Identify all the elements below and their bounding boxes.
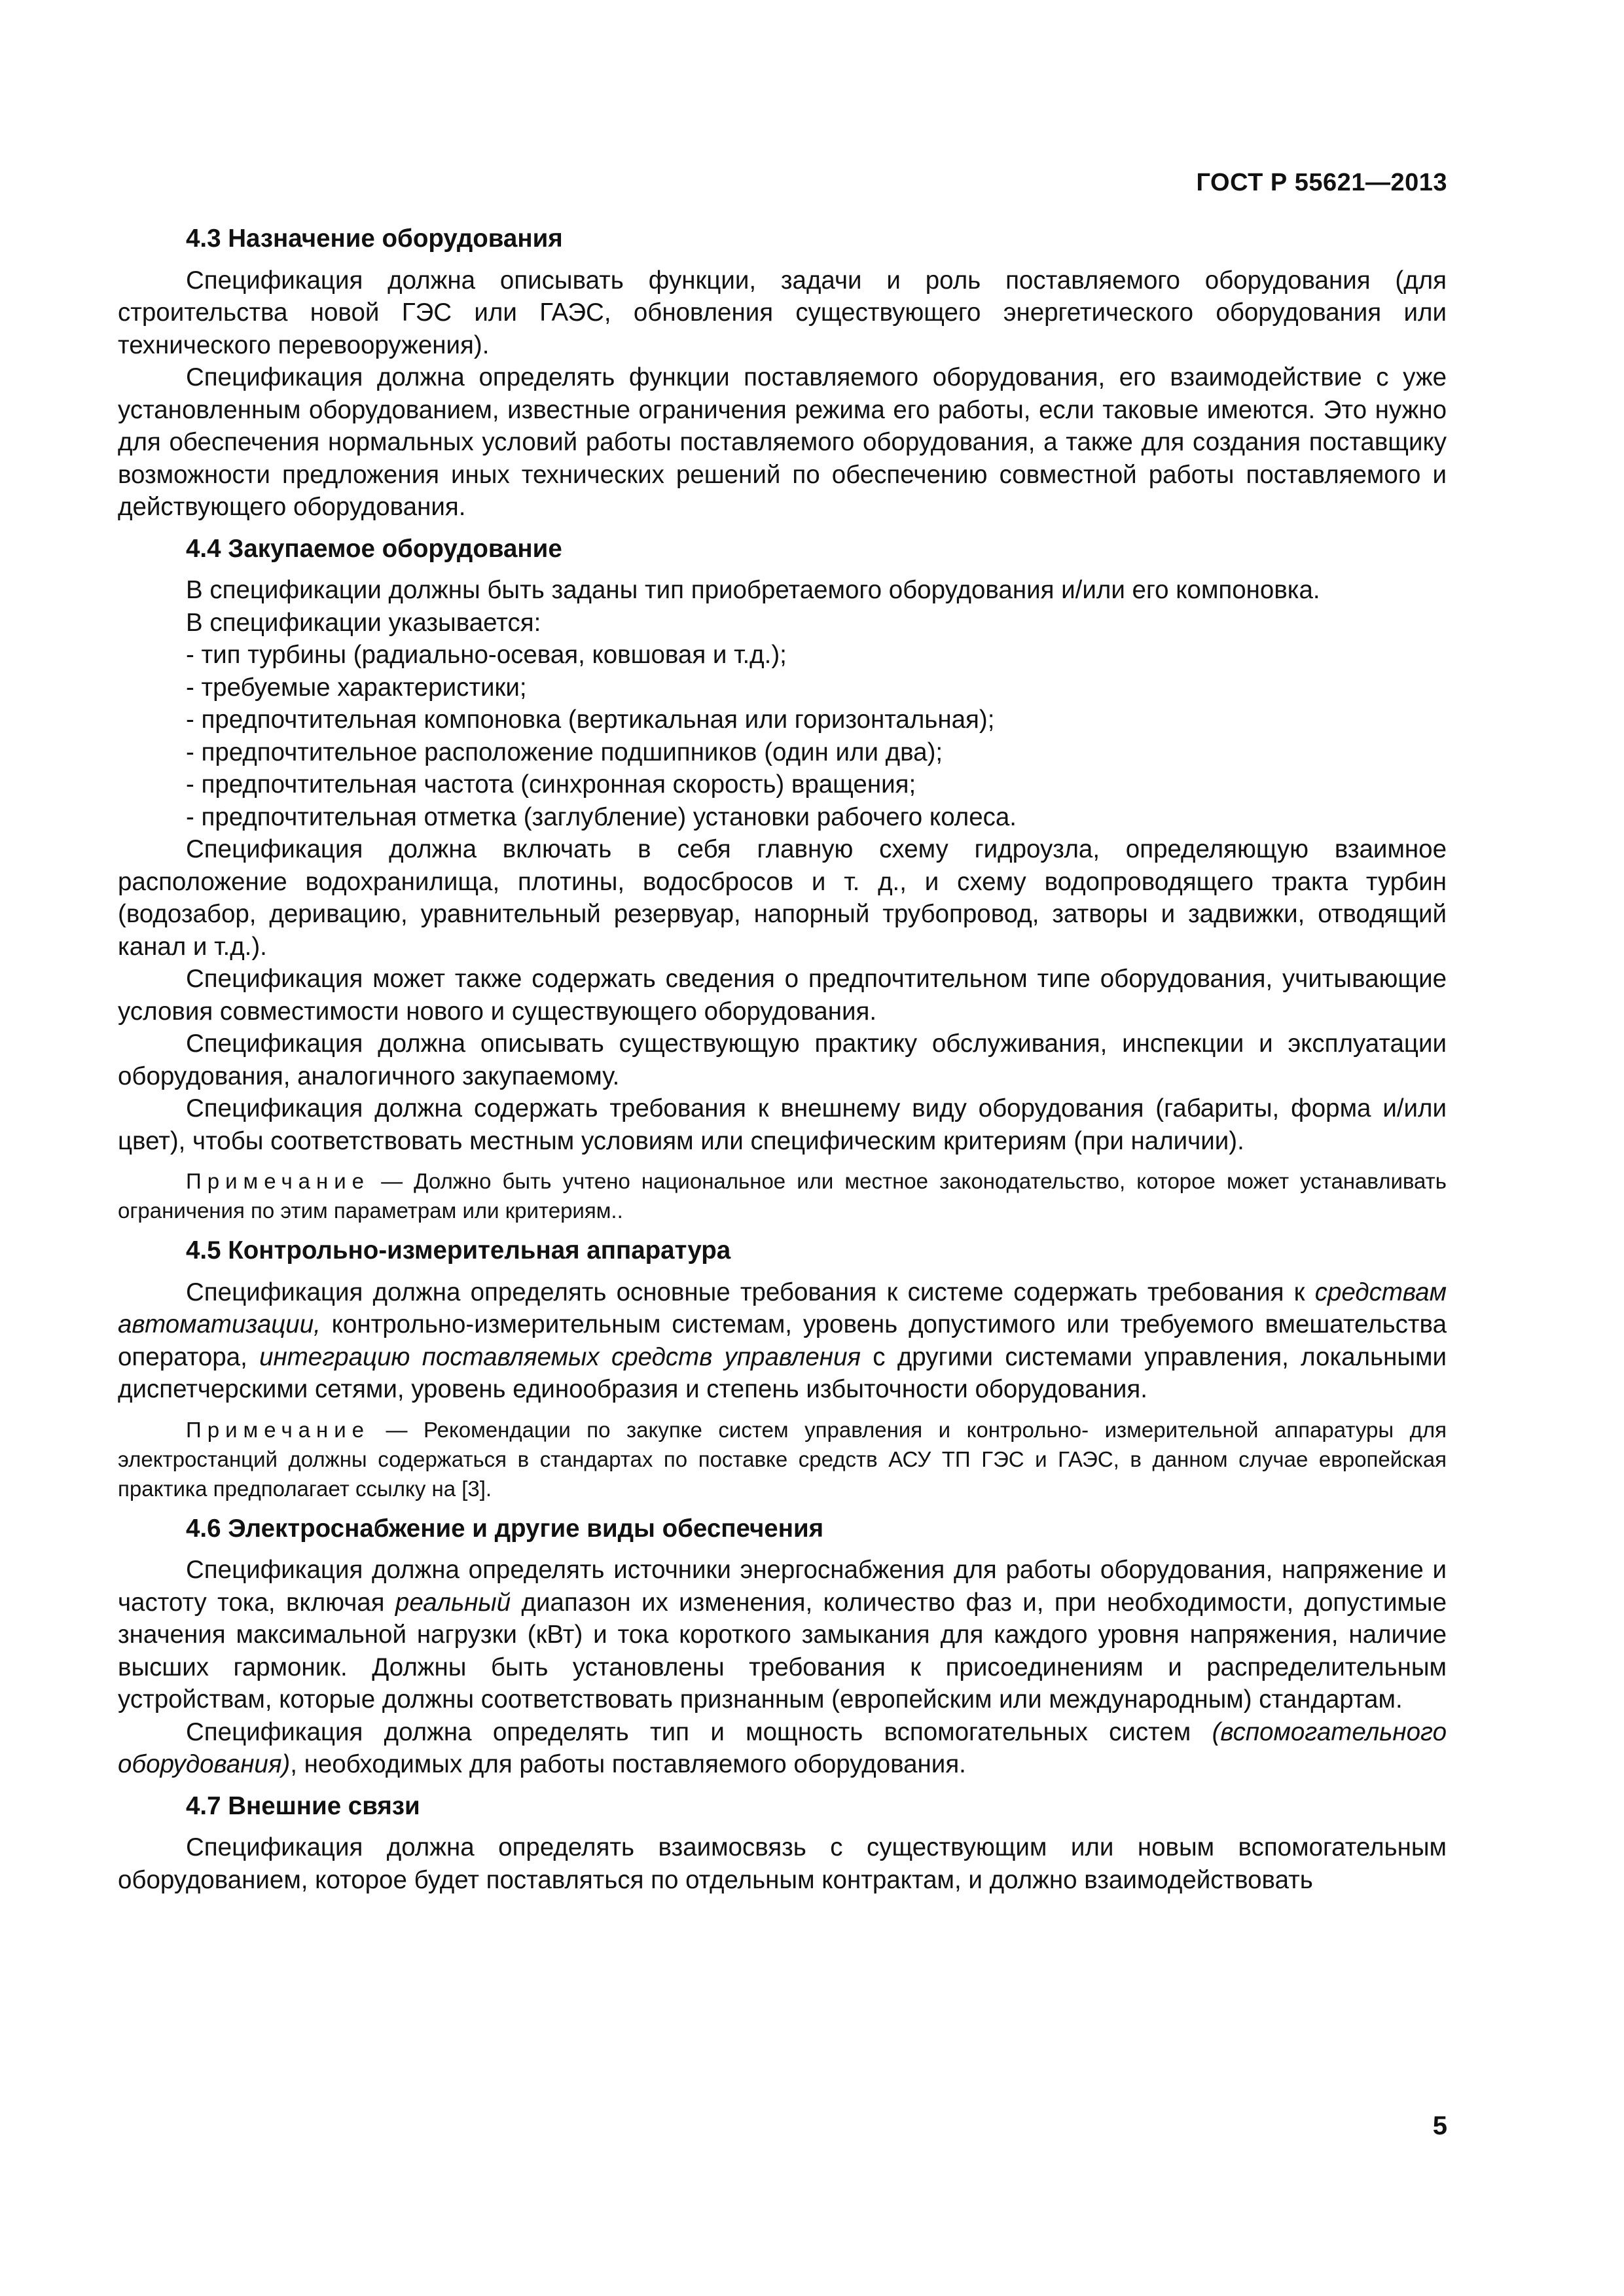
paragraph: Спецификация должна включать в себя главную схему гидроузла, определяющую взаимное расположение водохранилища, плотины, водосбросов и т. д., и схему водопроводящего тракта турбин (водозабор, деривацию, уравнительный резервуар, напорный трубопровод, затворы и задвижки, отводящий канал и т.д.). (118, 835, 1447, 961)
section-heading-4-5: 4.5 Контрольно-измерительная аппаратура (186, 1236, 731, 1265)
requirements-list (118, 639, 1447, 833)
text-run: , необходимых для работы поставляемого оборудования. (290, 1750, 966, 1778)
paragraph (118, 1554, 1447, 1716)
paragraph: Спецификация должна содержать требования к внешнему виду оборудования (габариты, форма и/или цвет), чтобы соответствовать местным условиям или специфическим критериям (при наличии). (118, 1094, 1447, 1155)
italic-text-run: реальный (395, 1588, 511, 1617)
note (118, 1166, 1447, 1225)
italic-text-run: интеграцию поставляемых средств управления (259, 1342, 861, 1371)
text-run: контрольно-измерительным системам, уровень допустимого или требуемого вмешательства оператора, (118, 1310, 1447, 1371)
list-item: - предпочтительная отметка (заглубление) установки рабочего колеса. (186, 802, 1017, 831)
text-run: Спецификация должна определять тип и мощность вспомогательных систем (186, 1717, 1212, 1746)
text-run: диапазон их изменения, количество фаз и, при необходимости, допустимые значения максимальной нагрузки (кВт) и тока короткого замыкания для каждого уровня напряжения, наличие высших гармоник. Должны быть установлены требования к присоединениям и распределительным устройствам, которые должны соответствовать признанным (европейским или международным) стандартам. (118, 1588, 1447, 1713)
text-run: Спецификация должна определять основные требования к системе содержать требования к (186, 1278, 1315, 1306)
paragraph (118, 1716, 1447, 1781)
italic-text-run: (вспомогательного оборудования) (118, 1717, 1447, 1778)
list-item: - требуемые характеристики; (186, 673, 527, 702)
list-item: - предпочтительная частота (синхронная скорость) вращения; (186, 770, 916, 798)
paragraph (118, 1276, 1447, 1406)
paragraph: Спецификация может также содержать сведения о предпочтительном типе оборудования, учитывающие условия совместимости нового и существующего оборудования. (118, 965, 1447, 1026)
page-number: 5 (1432, 2111, 1447, 2140)
document-body (118, 223, 1447, 1896)
section-heading-4-6: 4.6 Электроснабжение и другие виды обеспечения (186, 1514, 824, 1543)
paragraph: Спецификация должна определять взаимосвязь с существующим или новым вспомогательным оборудованием, которое будет поставляться по отдельным контрактам, и должно взаимодействовать (118, 1833, 1447, 1894)
note-text: — Рекомендации по закупке систем управления и контрольно- измерительной аппаратуры для электростанций должны содержаться в стандартах по поставке средств АСУ ТП ГЭС и ГАЭС, в данном случае европейская практика предполагает ссылку на [3]. (118, 1417, 1447, 1501)
note-text: — Должно быть учтено национальное или местное законодательство, которое может устанавливать ограничения по этим параметрам или критериям.. (118, 1169, 1447, 1223)
list-item: - предпочтительное расположение подшипников (один или два); (186, 738, 943, 766)
list-item: - предпочтительная компоновка (вертикальная или горизонтальная); (186, 706, 995, 734)
note (118, 1415, 1447, 1503)
section-heading-4-3: 4.3 Назначение оборудования (186, 224, 563, 253)
note-label: Примечание (186, 1169, 370, 1193)
paragraph: Спецификация должна определять функции поставляемого оборудования, его взаимодействие с уже установленным оборудованием, известные ограничения режима его работы, если таковые имеются. Это нужно для обеспечения нормальных условий работы поставляемого оборудования, а также для создания поставщику возможности предложения иных технических решений по обеспечению совместной работы поставляемого и действующего оборудования. (118, 363, 1447, 521)
document-header: ГОСТ Р 55621—2013 (1196, 169, 1447, 196)
list-item: - тип турбины (радиально-осевая, ковшовая и т.д.); (186, 641, 787, 669)
paragraph: В спецификации указывается: (186, 608, 541, 637)
text-run: с другими системами управления, локальными диспетчерскими сетями, уровень единообразия и степень избыточности оборудования. (118, 1342, 1447, 1403)
section-heading-4-7: 4.7 Внешние связи (186, 1791, 420, 1820)
italic-text-run: средствам автоматизации, (118, 1278, 1447, 1338)
paragraph: Спецификация должна описывать существующую практику обслуживания, инспекции и эксплуатации оборудования, аналогичного закупаемому. (118, 1030, 1447, 1090)
paragraph: В спецификации должны быть заданы тип приобретаемого оборудования и/или его компоновка. (186, 576, 1320, 604)
paragraph: Спецификация должна описывать функции, задачи и роль поставляемого оборудования (для строительства новой ГЭС или ГАЭС, обновления существующего энергетического оборудования или технического перевооружения). (118, 266, 1447, 359)
text-run: Спецификация должна определять источники энергоснабжения для работы оборудования, напряжение и частоту тока, включая (118, 1556, 1447, 1617)
note-label: Примечание (186, 1417, 370, 1442)
section-heading-4-4: 4.4 Закупаемое оборудование (186, 534, 562, 563)
